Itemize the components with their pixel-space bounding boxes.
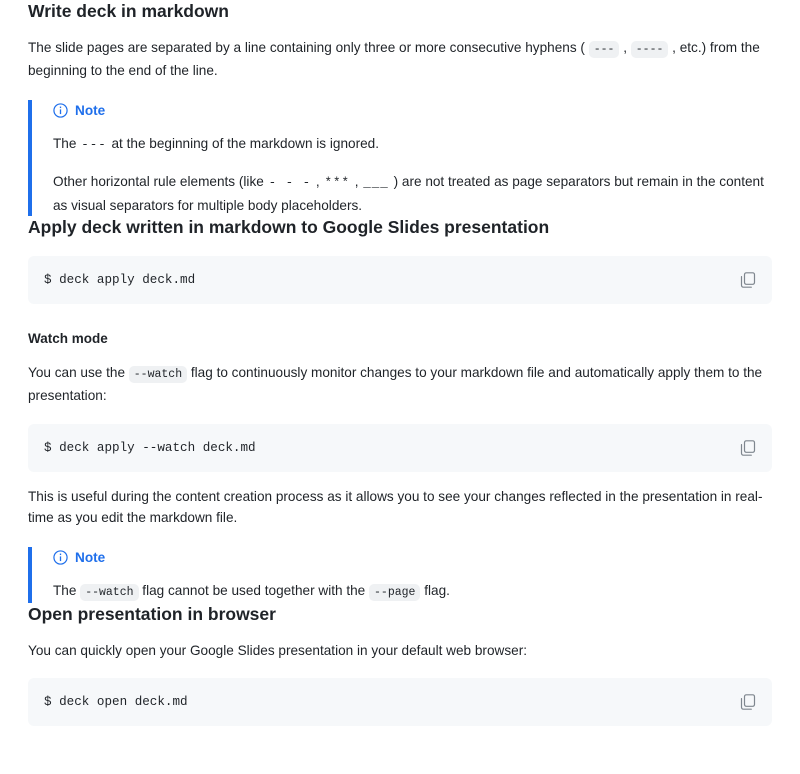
inline-code-hyphens-ignored: --- [81, 137, 107, 152]
note-label: Note [75, 549, 106, 565]
note-header [53, 100, 772, 118]
note-line-1 [53, 118, 772, 157]
info-icon [53, 103, 68, 118]
note-line-2 [53, 156, 772, 216]
inline-code-watch: --watch [80, 584, 138, 601]
paragraph-realtime: This is useful during the content creation process as it allows you to see your changes reflected in the presentation in real-time as you edit the markdown file. [28, 488, 763, 526]
note-watch-pre: The [53, 582, 81, 598]
inline-code-page: --page [369, 584, 420, 601]
copy-icon[interactable] [738, 270, 758, 290]
note-line2-sep-a: , [312, 174, 324, 190]
note-callout-watch [28, 547, 772, 604]
watch-paragraph-pre: You can use the [28, 364, 129, 380]
note-callout-markdown [28, 100, 772, 217]
subsection-title-watch-mode: Watch mode [28, 331, 108, 346]
section-title-apply-deck: Apply deck written in markdown to Google Slides presentation [28, 217, 550, 238]
right-margin [772, 0, 800, 774]
note-header [53, 547, 772, 565]
note-watch-post: flag. [420, 582, 450, 598]
note-line2-sep-b: , [350, 174, 363, 190]
note-line2-pre: Other horizontal rule elements (like [53, 174, 268, 190]
paragraph-watch-flag [28, 348, 772, 407]
paragraph-separators [28, 23, 772, 82]
inline-code-underscores: ___ [363, 176, 389, 191]
note-label: Note [75, 102, 106, 118]
paragraph-text-post: , etc.) from the beginning to the end of the line. [28, 39, 760, 79]
paragraph-open-browser: You can quickly open your Google Slides presentation in your default web browser: [28, 642, 527, 658]
inline-code-three-hyphens: --- [589, 41, 620, 58]
watch-paragraph-post: flag to continuously monitor changes to your markdown file and automatically apply them to the presentation: [28, 364, 763, 404]
note-line1-post: at the beginning of the markdown is ignored. [107, 135, 380, 151]
inline-code-watch-flag: --watch [129, 366, 187, 383]
note-watch-mid: flag cannot be used together with the [138, 582, 370, 598]
copy-icon[interactable] [738, 438, 758, 458]
info-icon [53, 550, 68, 565]
section-title-write-deck: Write deck in markdown [28, 1, 229, 21]
code-text-open: $ deck open deck.md [44, 695, 188, 710]
note-watch-page-line [53, 565, 772, 604]
inline-code-spaced-hyphens: - - - [268, 176, 312, 191]
copy-icon[interactable] [738, 692, 758, 712]
code-block-apply [28, 256, 772, 304]
section-title-open-presentation: Open presentation in browser [28, 604, 276, 625]
note-line1-pre: The [53, 135, 81, 151]
inline-code-asterisks: *** [324, 176, 350, 191]
code-block-open [28, 678, 772, 726]
note-line2-post: ) are not treated as page separators but remain in the content as visual separators for multiple body placeholders. [53, 174, 764, 213]
paragraph-text-mid: , [619, 39, 631, 55]
code-block-apply-watch [28, 424, 772, 472]
code-text-apply: $ deck apply deck.md [44, 273, 196, 287]
paragraph-text-pre: The slide pages are separated by a line containing only three or more consecutive hyphens ( [28, 39, 589, 55]
inline-code-four-hyphens: ---- [631, 41, 669, 58]
code-text-apply-watch: $ deck apply --watch deck.md [44, 440, 256, 455]
